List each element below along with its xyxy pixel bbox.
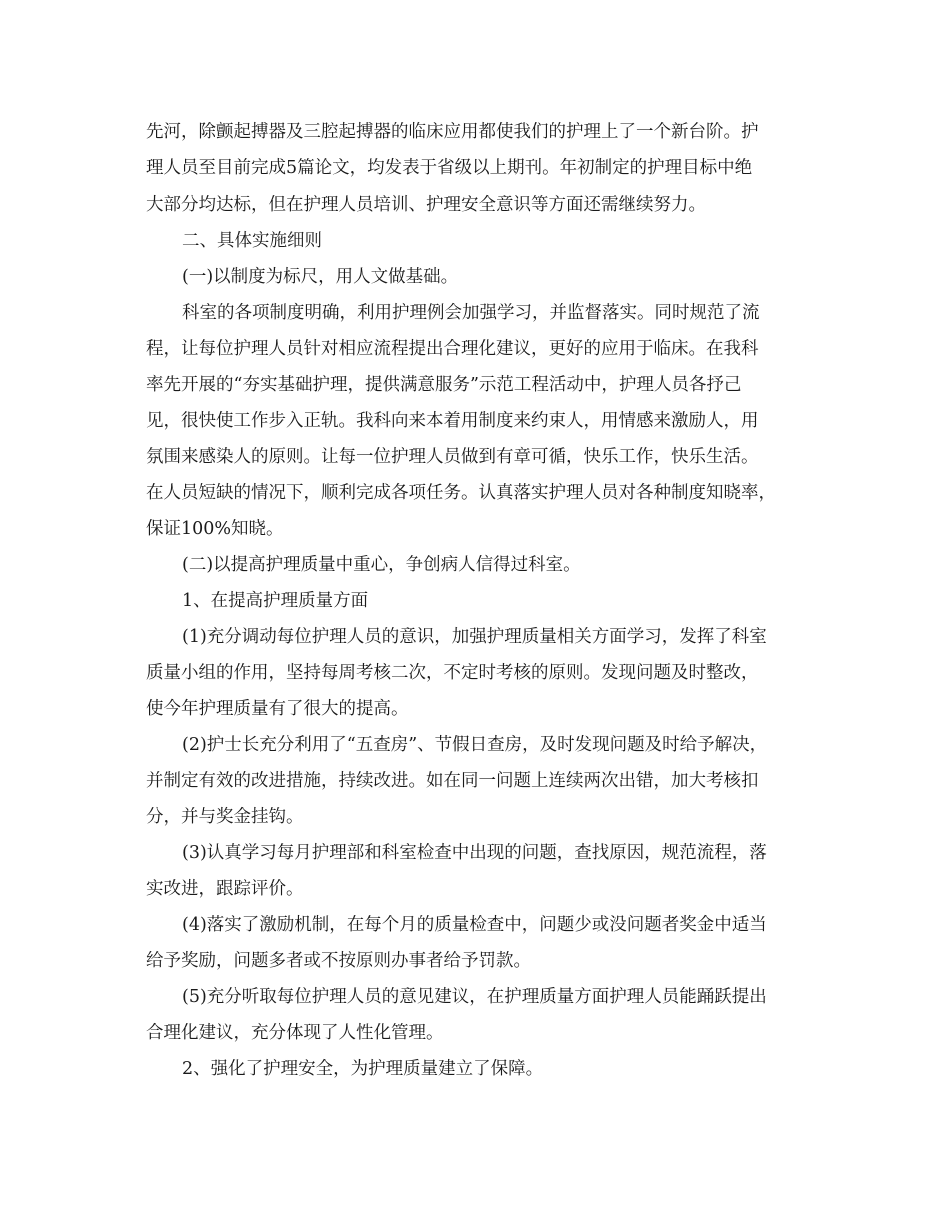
- text-line: 合理化建议，充分体现了人性化管理。: [146, 1023, 444, 1043]
- item-heading: 2、强化了护理安全，为护理质量建立了保障。: [182, 1059, 544, 1079]
- item-heading: 1、在提高护理质量方面: [182, 591, 369, 611]
- text-line: 保证100%知晓。: [146, 519, 284, 539]
- text-line: 大部分均达标，但在护理人员培训、护理安全意识等方面还需继续努力。: [146, 195, 706, 215]
- text-line: 在人员短缺的情况下，顺利完成各项任务。认真落实护理人员对各种制度知晓率，: [146, 483, 776, 503]
- subsection-heading: (二)以提高护理质量中重心，争创病人信得过科室。: [182, 555, 581, 575]
- text-line: 科室的各项制度明确，利用护理例会加强学习，并监督落实。同时规范了流: [182, 303, 760, 323]
- text-line: 理人员至目前完成5篇论文，均发表于省级以上期刊。年初制定的护理目标中绝: [146, 158, 753, 178]
- text-line: (4)落实了激励机制，在每个月的质量检查中，问题少或没问题者奖金中适当: [182, 915, 767, 935]
- text-line: 分，并与奖金挂钩。: [146, 807, 304, 827]
- text-line: 实改进，跟踪评价。: [146, 879, 304, 899]
- text-line: 给予奖励，问题多者或不按原则办事者给予罚款。: [146, 951, 531, 971]
- text-line: 程，让每位护理人员针对相应流程提出合理化建议，更好的应用于临床。在我科: [146, 339, 759, 359]
- text-line: 先河，除颤起搏器及三腔起搏器的临床应用都使我们的护理上了一个新台阶。护: [146, 122, 759, 142]
- subsection-heading: (一)以制度为标尺，用人文做基础。: [182, 267, 459, 287]
- text-line: 率先开展的“夯实基础护理，提供满意服务”示范工程活动中，护理人员各抒己: [146, 375, 742, 395]
- text-line: (2)护士长充分利用了“五查房”、节假日查房，及时发现问题及时给予解决，: [182, 735, 768, 755]
- text-line: 质量小组的作用，坚持每周考核二次，不定时考核的原则。发现问题及时整改，: [146, 663, 759, 683]
- text-line: 使今年护理质量有了很大的提高。: [146, 699, 409, 719]
- text-line: 见，很快使工作步入正轨。我科向来本着用制度来约束人，用情感来激励人，用: [146, 411, 759, 431]
- text-line: (3)认真学习每月护理部和科室检查中出现的问题，查找原因，规范流程，落: [182, 843, 767, 863]
- text-line: (1)充分调动每位护理人员的意识，加强护理质量相关方面学习，发挥了科室: [182, 627, 767, 647]
- text-line: (5)充分听取每位护理人员的意见建议，在护理质量方面护理人员能踊跃提出: [182, 987, 767, 1007]
- text-line: 并制定有效的改进措施，持续改进。如在同一问题上连续两次出错，加大考核扣: [146, 771, 759, 791]
- text-line: 氛围来感染人的原则。让每一位护理人员做到有章可循，快乐工作，快乐生活。: [146, 447, 759, 467]
- section-heading: 二、具体实施细则: [182, 231, 322, 251]
